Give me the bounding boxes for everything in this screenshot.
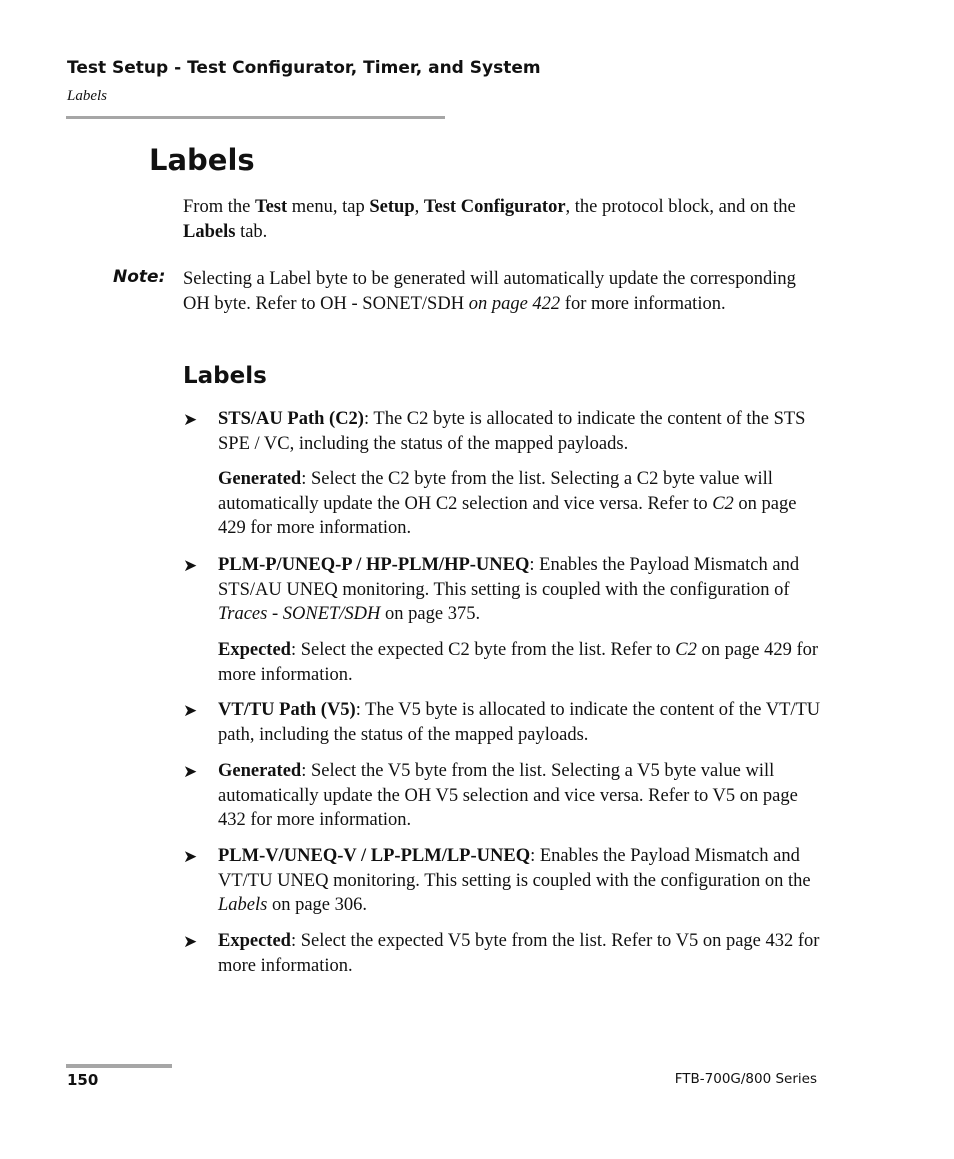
subsection-heading: Labels (183, 363, 267, 389)
note-label: Note: (113, 267, 166, 287)
section-heading: Labels (149, 143, 255, 177)
paragraph-c2-expected: Expected: Select the expected C2 byte from the list. Refer to C2 on page 429 for more information. (218, 640, 819, 685)
footer-divider (66, 1064, 172, 1068)
bullet-arrow-icon: ➤ (183, 701, 198, 720)
list-item-plm-p-uneq-p: PLM-P/UNEQ-P / HP-PLM/HP-UNEQ: Enables the Payload Mismatch and STS/AU UNEQ monitoring. This setting is coupled with the configuration of Traces - SONET/SDH on page 375. (218, 555, 800, 624)
bullet-arrow-icon: ➤ (183, 556, 198, 575)
list-item-sts-au-path: STS/AU Path (C2): The C2 byte is allocated to indicate the content of the STS SPE / VC, including the status of the mapped payloads. (218, 409, 806, 454)
product-series: FTB-700G/800 Series (674, 1071, 817, 1087)
running-header-title: Test Setup - Test Configurator, Timer, and System (67, 58, 541, 78)
note-text: Selecting a Label byte to be generated will automatically update the corresponding OH byte. Refer to OH - SONET/SDH on page 422 for more information. (183, 269, 796, 314)
list-item-v5-generated: Generated: Select the V5 byte from the list. Selecting a V5 byte value will automatically update the OH V5 selection and vice versa. Refer to V5 on page 432 for more information. (218, 761, 798, 830)
bullet-arrow-icon: ➤ (183, 847, 198, 866)
paragraph-c2-generated: Generated: Select the C2 byte from the list. Selecting a C2 byte value will automatically update the OH C2 selection and vice versa. Refer to C2 on page 429 for more information. (218, 469, 797, 538)
bullet-arrow-icon: ➤ (183, 762, 198, 781)
bullet-arrow-icon: ➤ (183, 410, 198, 429)
list-item-v5-expected: Expected: Select the expected V5 byte from the list. Refer to V5 on page 432 for more information. (218, 931, 820, 976)
intro-paragraph: From the Test menu, tap Setup, Test Configurator, the protocol block, and on the Labels tab. (183, 197, 796, 242)
page-number: 150 (67, 1071, 99, 1089)
list-item-vt-tu-path: VT/TU Path (V5): The V5 byte is allocated to indicate the content of the VT/TU path, including the status of the mapped payloads. (218, 700, 821, 745)
bullet-arrow-icon: ➤ (183, 932, 198, 951)
running-header-subtitle: Labels (67, 88, 108, 104)
header-divider (66, 116, 445, 119)
list-item-plm-v-uneq-v: PLM-V/UNEQ-V / LP-PLM/LP-UNEQ: Enables the Payload Mismatch and VT/TU UNEQ monitoring. This setting is coupled with the configuration on the Labels on page 306. (218, 846, 811, 915)
